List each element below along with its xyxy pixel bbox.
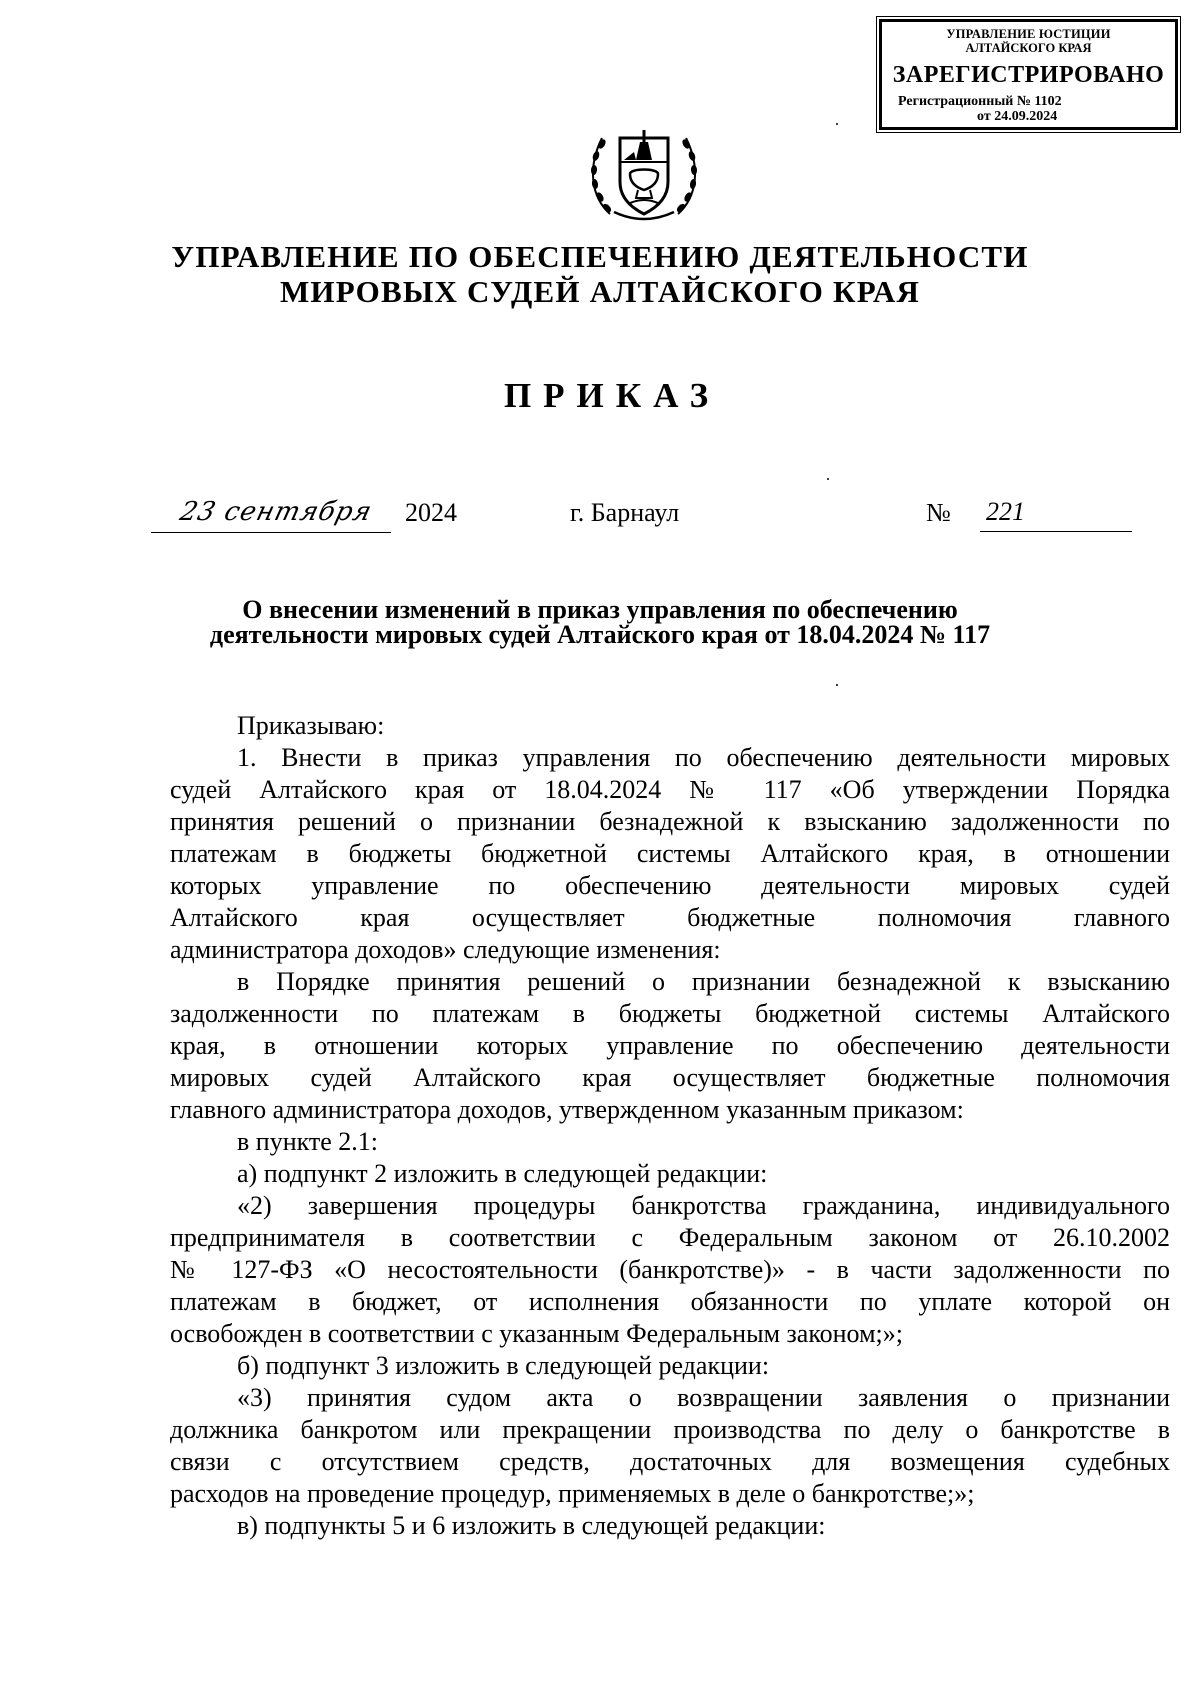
body-line: платежам в бюджет, от исполнения обязанности по уплате которой он (170, 1287, 1170, 1316)
body-line: задолженности по платежам в бюджеты бюджетной системы Алтайского (170, 999, 1170, 1028)
scan-speck (827, 478, 829, 480)
stamp-status: ЗАРЕГИСТРИРОВАНО (892, 62, 1165, 88)
stamp-org-line1: УПРАВЛЕНИЕ ЮСТИЦИИ (946, 27, 1111, 41)
body-line: связи с отсутствием средств, достаточных для возмещения судебных (170, 1447, 1170, 1476)
document-type-title: ПРИКАЗ (503, 376, 721, 415)
body-line: Алтайского края осуществляет бюджетные полномочия главного (170, 903, 1170, 932)
body-line: в пункте 2.1: (237, 1127, 379, 1156)
handwritten-date: 23 сентября (151, 492, 401, 533)
body-line: 1. Внести в приказ управления по обеспечению деятельности мировых (237, 743, 1170, 772)
scan-speck (836, 684, 838, 686)
coat-of-arms-icon (580, 116, 708, 222)
order-subject-line1: О внесении изменений в приказ управления по обеспечению (242, 595, 958, 624)
stamp-reg-date: от 24.09.2024 (977, 109, 1058, 124)
body-line: предпринимателя в соответствии с Федеральным законом от 26.10.2002 (170, 1223, 1170, 1252)
body-line: главного администратора доходов, утвержденном указанным приказом: (170, 1095, 964, 1124)
agency-name-line1: УПРАВЛЕНИЕ ПО ОБЕСПЕЧЕНИЮ ДЕЯТЕЛЬНОСТИ (171, 239, 1029, 274)
body-line: № 127-ФЗ «О несостоятельности (банкротстве)» - в части задолженности по (170, 1255, 1170, 1284)
body-line: мировых судей Алтайского края осуществляет бюджетные полномочия (170, 1063, 1170, 1092)
registration-stamp (879, 19, 1178, 130)
body-line: судей Алтайского края от 18.04.2024 № 117 «Об утверждении Порядка (170, 775, 1170, 804)
body-line: в Порядке принятия решений о признании безнадежной к взысканию (237, 967, 1170, 996)
order-year: 2024 (405, 498, 457, 527)
body-line: Приказываю: (237, 711, 385, 740)
order-city: г. Барнаул (570, 498, 680, 527)
order-meta-row (0, 496, 1200, 540)
body-line: должника банкротом или прекращении производства по делу о банкротстве в (170, 1415, 1170, 1444)
agency-name-line2: МИРОВЫХ СУДЕЙ АЛТАЙСКОГО КРАЯ (279, 274, 921, 309)
order-number-label: № (926, 498, 951, 527)
body-line: администратора доходов» следующие изменения: (170, 935, 721, 964)
handwritten-order-number: 221 (980, 492, 1132, 532)
scan-speck (836, 123, 838, 125)
body-line: «3) принятия судом акта о возвращении заявления о признании (237, 1383, 1170, 1412)
body-line: б) подпункт 3 изложить в следующей редакции: (237, 1351, 770, 1380)
body-line: а) подпункт 2 изложить в следующей редакции: (237, 1159, 768, 1188)
stamp-org-line2: АЛТАЙСКОГО КРАЯ (965, 40, 1092, 55)
stamp-reg-number: Регистрационный № 1102 (898, 94, 1062, 109)
body-line: края, в отношении которых управление по обеспечению деятельности (170, 1031, 1170, 1060)
body-line: в) подпункты 5 и 6 изложить в следующей редакции: (237, 1511, 826, 1540)
body-line: платежам в бюджеты бюджетной системы Алтайского края, в отношении (170, 839, 1170, 868)
body-line: освобожден в соответствии с указанным Федеральным законом;»; (170, 1319, 903, 1348)
body-line: «2) завершения процедуры банкротства гражданина, индивидуального (237, 1191, 1170, 1220)
order-subject-line2: деятельности мировых судей Алтайского края от 18.04.2024 № 117 (209, 620, 991, 649)
body-line: расходов на проведение процедур, применяемых в деле о банкротстве;»; (170, 1479, 975, 1508)
body-line: принятия решений о признании безнадежной к взысканию задолженности по (170, 807, 1170, 836)
body-line: которых управление по обеспечению деятельности мировых судей (170, 871, 1170, 900)
